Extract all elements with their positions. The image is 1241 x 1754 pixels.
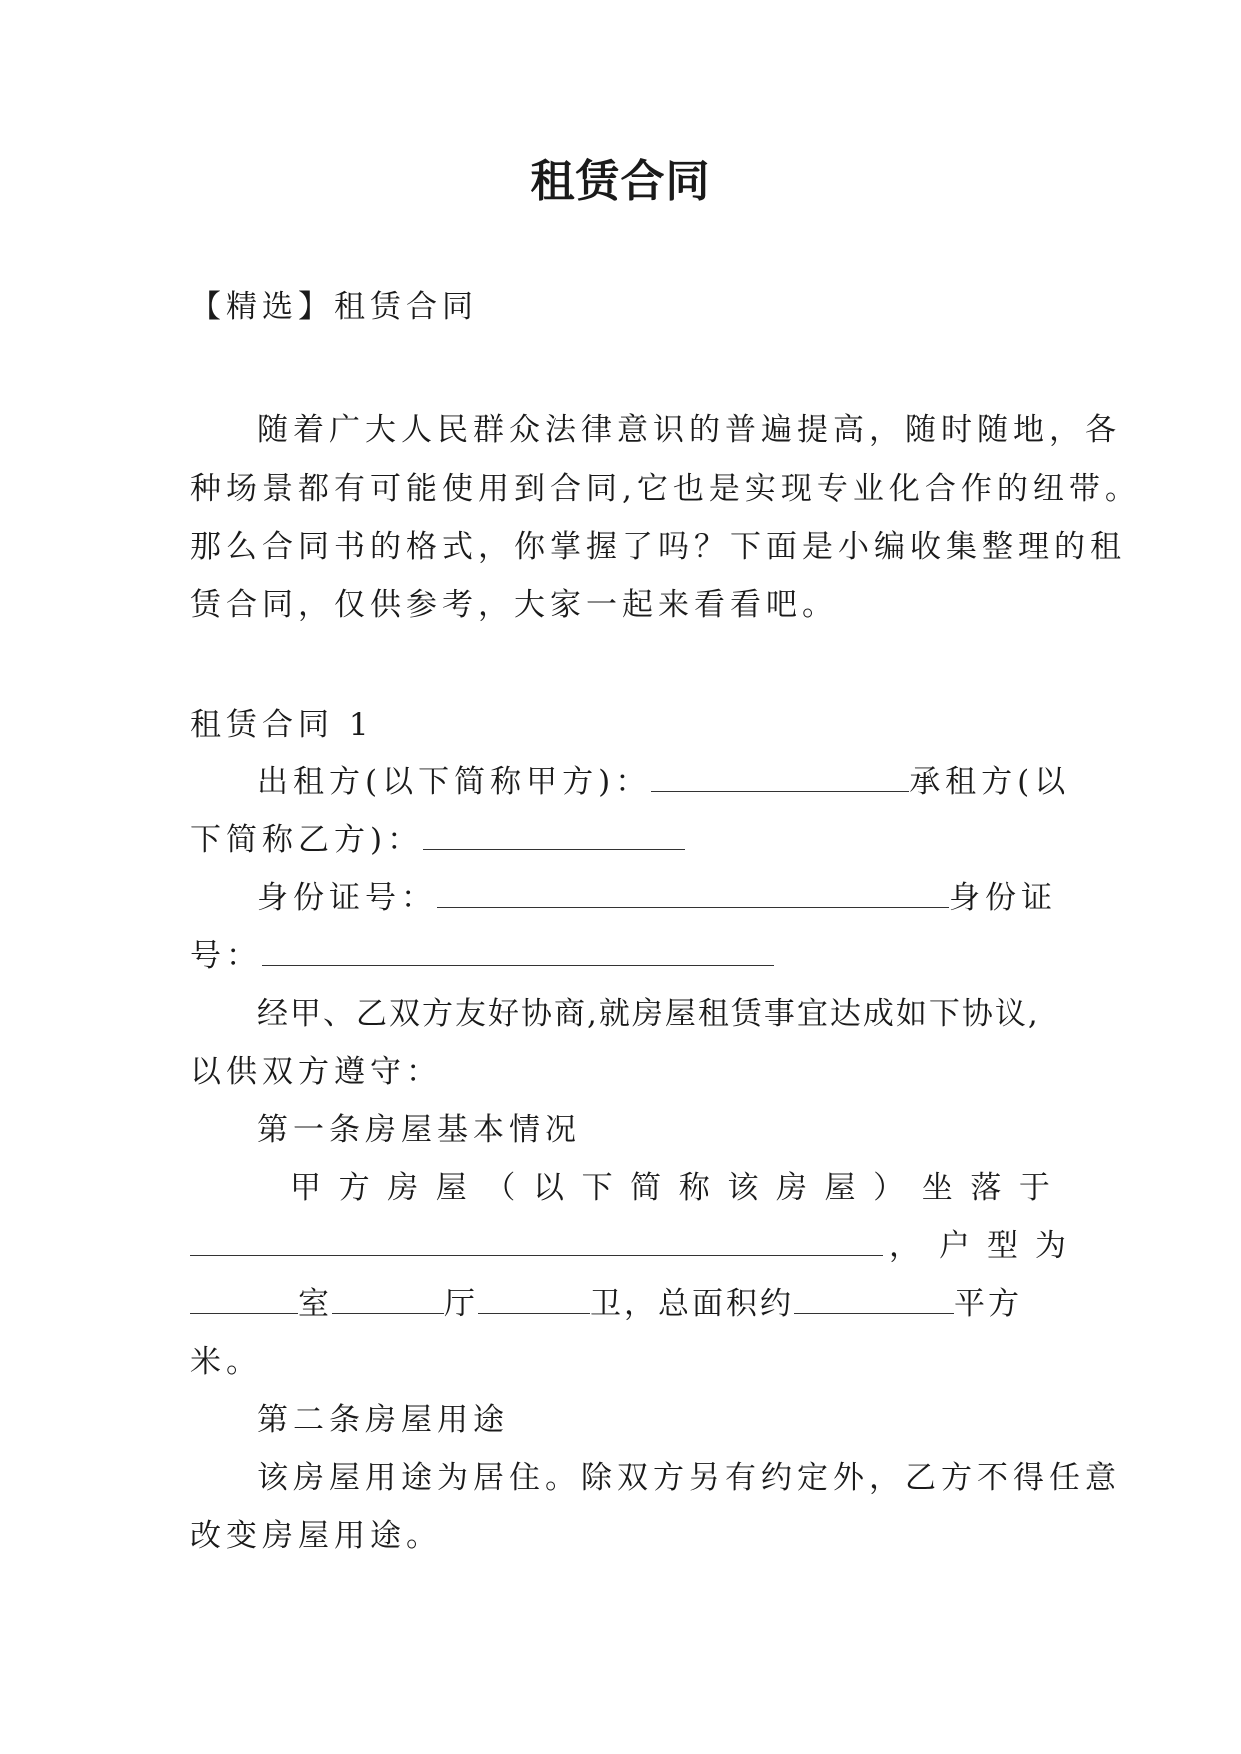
lessor-blank [651,761,909,792]
a1-char: 坐 [921,1170,953,1206]
area-unit-a: 平方 [954,1286,1022,1322]
hall-label: 厅 [444,1286,478,1322]
a1-char: 于 [1018,1170,1050,1206]
room-blank [190,1283,298,1314]
a1-char: 下 [581,1170,613,1206]
room-label: 室 [298,1286,332,1322]
a1-char: 称 [678,1170,710,1206]
intro-line-3: 那么合同书的格式，你掌握了吗？下面是小编收集整理的租 [190,529,1126,565]
id-blank-b [262,935,774,966]
layout-char-3: 为 [1035,1228,1071,1264]
negotiation-line-2: 以供双方遵守： [190,1054,442,1090]
article1-line-1 [290,1166,1050,1210]
address-blank [190,1225,883,1256]
article1-line-2 [190,1224,1071,1268]
subtitle: 【精选】租赁合同 [190,289,478,325]
negotiation-line-1: 经甲、乙双方友好协商,就房屋租赁事宜达成如下协议, [257,996,1040,1032]
a1-char: 方 [338,1170,370,1206]
area-blank [794,1283,954,1314]
a1-char: 房 [387,1170,419,1206]
layout-char-2: 型 [987,1228,1023,1264]
id-label-b: 身份证 [949,880,1057,916]
a1-char: 屋 [824,1170,856,1206]
document-title: 租赁合同 [530,156,711,207]
a1-char: 甲 [290,1170,321,1206]
a1-char: （ [484,1170,516,1206]
id-label-c: 号： [190,938,262,974]
a1-char: 简 [630,1170,662,1206]
article2-line-1: 该房屋用途为居住。除双方另有约定外，乙方不得任意 [257,1460,1121,1496]
lessor-line [257,760,1071,804]
a1-char: 该 [727,1170,759,1206]
lessee-label-b: 下简称乙方)： [190,822,424,858]
lessee-blank [423,819,685,850]
intro-line-1: 随着广大人民群众法律意识的普遍提高，随时随地，各 [257,412,1121,448]
a1-char: ） [873,1170,905,1206]
a1-char: 房 [775,1170,807,1206]
intro-line-2: 种场景都有可能使用到合同,它也是实现专业化合作的纽带。 [190,471,1141,507]
comma: ， [889,1228,925,1264]
id-blank-a [437,877,949,908]
contract-heading: 租赁合同 1 [190,707,374,743]
bath-label: 卫，总面积约 [590,1286,794,1322]
bath-blank [478,1283,590,1314]
lessor-label: 出租方(以下简称甲方)： [257,764,652,800]
lessee-line [190,818,1050,862]
layout-char-1: 户 [939,1228,975,1264]
id-label-a: 身份证号： [257,880,437,916]
article1-line-4: 米。 [190,1344,262,1380]
article2-line-2: 改变房屋用途。 [190,1518,442,1554]
a1-char: 落 [970,1170,1002,1206]
a1-char: 以 [532,1170,564,1206]
id-line-2 [190,934,1050,978]
id-line-1 [257,876,1057,920]
hall-blank [332,1283,444,1314]
intro-line-4: 赁合同，仅供参考，大家一起来看看吧。 [190,587,838,623]
article2-title: 第二条房屋用途 [257,1402,509,1438]
a1-char: 屋 [435,1170,467,1206]
lessee-label-a: 承租方(以 [909,764,1071,800]
article1-title: 第一条房屋基本情况 [257,1112,581,1148]
article1-line-3 [190,1282,1050,1326]
